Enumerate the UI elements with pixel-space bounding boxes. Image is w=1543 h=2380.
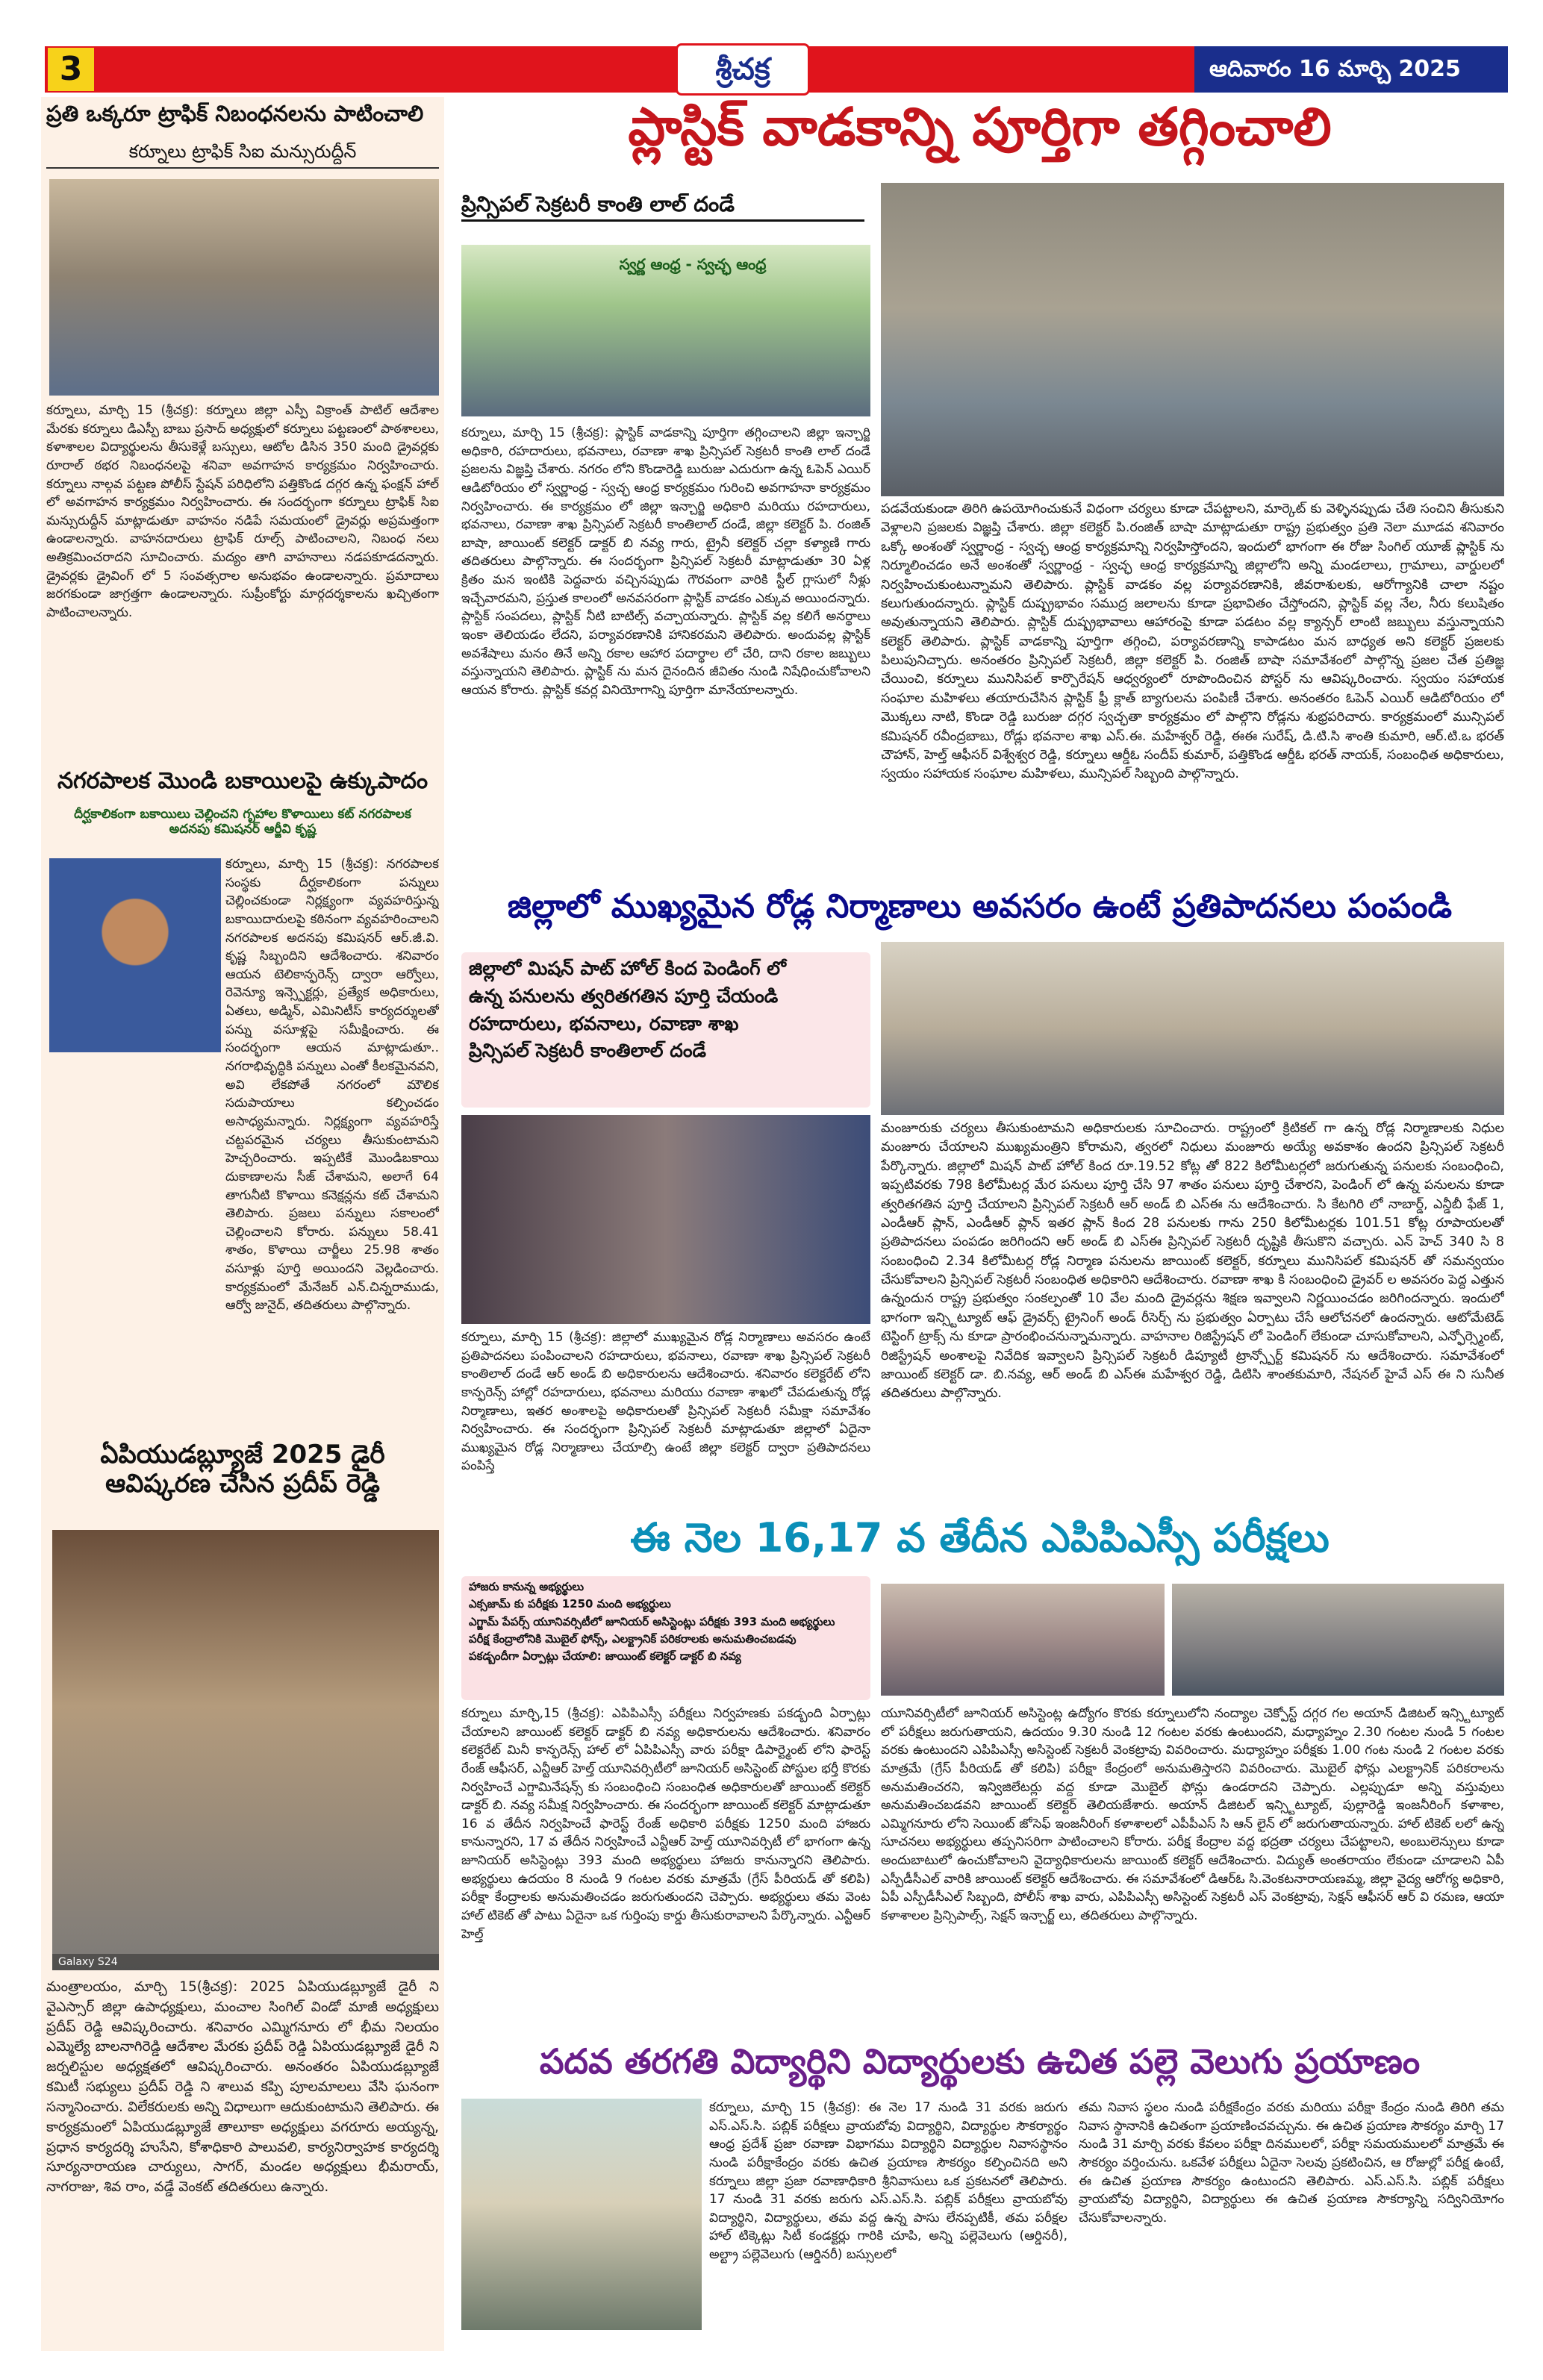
lead-subhead: ప్రిన్సిపల్ సెక్రటరీ కాంతి లాల్ దండే: [461, 193, 864, 222]
appsc-headline: ఈ నెల 16,17 వ తేదీన ఎపిపిఎస్సీ పరీక్షలు: [630, 1514, 1330, 1561]
appsc-body-right: యూనివర్సిటీలో జూనియర్ అసిస్టెంట్ల ఉద్యోగం కొరకు కర్నూలులోని నంద్యాల చెక్పోస్ట్ దగ్గర గల అయాన్ డిజిటల్ ఇన్స్టిట్యూట్ లో పరీక్షలు జరుగుతాయని, ఉదయం 9.30 నుండి 12 గంటల వరకు ఉంటుందని, మధ్యాహ్నం 2.30 గంటల నుండి 5 గంటల వరకు ఉంటుందని ఎపిపిఎస్సీ అసిస్టెంట్ సెక్రటరీ వెంకట్రావు వివరించారు. మధ్యాహ్నం పరీక్షకు 1.00 గంట నుండి 2 గంటల వరకు మాత్రమే (గ్రేస్ పీరియడ్ తో కలిపి) పరీక్షా కేంద్రంలో అనుమతిస్తారని వివరించారు. మొబైల్ ఫోన్లు ఎలక్ట్రానిక్ పరికరాలను అనుమతించరని, ఇన్విజిలేటర్లు వద్ద కూడా మొబైల్ ఫోన్లు ఉండరాదని చెప్పారు. ఎల్లప్పుడూ అన్ని వస్తువులు అనుమతించబడవని జాయింట్ కలెక్టర్ తెలియజేశారు. అయాన్ డిజిటల్ ఇన్స్టిట్యూట్, పుల్లారెడ్డి ఇంజనీరింగ్ కళాశాల, ఎమ్మిగనూరు లోని సెయింట్ జోసెఫ్ ఇంజనీరింగ్ కళాశాలలో ఎపీపీఎస్ సి ఆన్ లైన్ లో జరుగుతాయన్నారు. హాల్ టికెట్ లలో ఉన్న సూచనలు అభ్యర్థులు తప్పనిసరిగా పాటించాలని కోరారు. పరీక్ష కేంద్రాల వద్ద భద్రతా చర్యలు చేపట్టాలని, అంబులెన్సులు కూడా అందుబాటులో ఉంచుకోవాలని వైద్యాధికారులను జాయింట్ కలెక్టర్ ఆదేశించారు. విద్యుత్ అంతరాయం లేకుండా చూడాలని ఏపీ ఎస్పీడీసీఎల్ వారికి జాయింట్ కలెక్టర్ ఆదేశించారు. ఈ సమావేశంలో డిఆర్ఓ సి.వెంకటనారాయణమ్మ, జిల్లా వైద్య ఆరోగ్య అధికారి, ఏపీ ఎస్పీడీసీఎల్ సిబ్బంది, పోలీస్ శాఖ వారు, ఎపిపిఎస్సీ అసిస్టెంట్ సెక్రటరీ ఎస్ వెంకట్రావు, సెక్షన్ ఆఫీసర్ ఆర్ వి రమణ, ఆయా కళాశాలల ప్రిన్సిపాల్స్, సెక్షన్ ఇన్చార్జ్ లు, తదితరులు పాల్గొన్నారు.: [881, 1706, 1504, 1924]
appsc-highlights-box: [461, 1576, 870, 1700]
roads-highlight-4: ప్రిన్సిపల్ సెక్రటరీ కాంతిలాల్ దండే: [469, 1040, 707, 1062]
story-traffic-subhead: కర్నూలు ట్రాఫిక్ సిఐ మన్సురుద్దీన్: [46, 142, 439, 169]
lead-stage-photo: [461, 245, 870, 416]
roads-highlight-2: ఉన్న పనులను త్వరితగతిన పూర్తి చేయండి: [469, 984, 779, 1007]
roads-meeting-photo: [881, 942, 1504, 1115]
photo-watermark: Galaxy S24: [52, 1954, 439, 1970]
appsc-meeting-photo-2: [1172, 1584, 1504, 1696]
appsc-body-left: కర్నూలు మార్చి,15 (శ్రీచక్ర): ఎపిపిఎస్సీ పరీక్షలు నిర్వహణకు పకడ్బంది ఏర్పాట్లు చేయాలని జాయింట్ కలెక్టర్ డాక్టర్ బి నవ్య అధికారులను ఆదేశించారు. శనివారం కలెక్టరేట్ మినీ కాన్ఫరెన్స్ హాల్ లో ఏపిపిఎస్సీ వారు పరీక్షా డిపార్ట్మెంట్ లోని ఫారెస్ట్ రేంజ్ ఆఫీసర్, ఎన్టీఆర్ హెల్త్ యూనివర్సిటీలో జూనియర్ అసిస్టెంట్ పోస్టుల భర్తీ కొరకు నిర్వహించే ఎగ్జామినేషన్స్ కు సంబంధించి సంబంధిత అధికారులతో జాయింట్ కలెక్టర్ డాక్టర్ బి. నవ్య సమీక్ష నిర్వహించారు. ఈ సందర్భంగా జాయింట్ కలెక్టర్ మాట్లాడుతూ 16 వ తేదీన నిర్వహించే ఫారెస్ట్ రేంజ్ అధికారి పరీక్షకు 1250 మంది హాజరు కానున్నారని, 17 వ తేదీన నిర్వహించే ఎన్టీఆర్ హెల్త్ యూనివర్సిటీ లో భాగంగా ఉన్న జూనియర్ అసిస్టెంట్లు 393 మంది అభ్యర్థులు హాజరు కానున్నారని తెలిపారు. అభ్యర్థులు ఉదయం 8 నుండి 9 గంటల వరకు మాత్రమే (గ్రేస్ పీరియడ్ తో కలిపి) పరీక్షా కేంద్రాలకు అనుమతించడం జరుగుతుందని చెప్పారు. అభ్యర్థులు తమ వెంట హాల్ టికెట్ తో పాటు ఏదైనా ఒక గుర్తింపు కార్డు తీసుకురావాలని పేర్కొన్నారు. ఎన్టీఆర్ హెల్త్: [461, 1706, 870, 1942]
story-tax-subhead: దీర్ఘకాలికంగా బకాయిలు చెల్లించని గృహాల కొళాయిలు కట్ నగరపాలక అదనపు కమిషనర్ ఆర్జీవి కృష్ణ: [74, 807, 411, 837]
lead-headline: ప్లాస్టిక్ వాడకాన్ని పూర్తిగా తగ్గించాలి: [628, 96, 1332, 157]
roads-officials-photo: [461, 1115, 870, 1324]
appsc-meeting-photo-1: [881, 1584, 1165, 1696]
lead-cleaning-photo: [881, 183, 1504, 496]
traffic-awareness-photo: [49, 179, 439, 396]
story-traffic-body: కర్నూలు, మార్చి 15 (శ్రీచక్ర): కర్నూలు జిల్లా ఎస్పీ విక్రాంత్ పాటిల్ ఆదేశాల మేరకు కర్నూలు డిఎస్పీ బాబు ప్రసాద్ అధ్యక్షులో కర్నూలు పట్టణంలో పాఠశాలలు, కళాశాలల విద్యార్థులను తీసుకెళ్లే బస్సులు, ఆటోల డిసిన 350 మంది డ్రైవర్లకు రూరాల్ ఠభర నిబంధనలపై శనివా అవగాహన కార్యక్రమం నిర్వహించారు. కర్నూలు నాల్గవ పట్టణ పోలీస్ స్టేషన్ పరిధిలోని పత్తికొండ దగ్గర ఉన్న ఫంక్షన్ హాల్ లో అవగాహన కార్యక్రమం నిర్వహించారు. ఈ సందర్భంగా కర్నూలు ట్రాఫిక్ సిఐ మన్సురుద్దీన్ మాట్లాడుతూ వాహనం నడిపే సమయంలో డ్రైవర్లు అప్రమత్తంగా ఉండాలన్నారు. వాహనదారులు ట్రాఫిక్ రూల్స్ పాటించాలని, నిబంధ నలు అతిక్రమించరాదని సూచించారు. మద్యం తాగి వాహనాలు నడపకూడదన్నారు. డ్రైవర్లకు డ్రైవింగ్ లో 5 సంవత్సరాల అనుభవం ఉండాలన్నారు. ప్రమాదాలు జరగకుండా జాగ్రత్తగా ఉండాలన్నారు. సుప్రీంకోర్టు మార్గదర్శకాలను ఖచ్చితంగా పాటించాలన్నారు.: [46, 403, 439, 621]
roads-body-right: మంజూరుకు చర్యలు తీసుకుంటామని అధికారులకు సూచించారు. రాష్ట్రంలో క్రిటికల్ గా ఉన్న రోడ్ల నిర్మాణాలకు నిధుల మంజూరు చేయాలని ముఖ్యమంత్రిని కోరామని, త్వరలో నిధులు మంజూరు అయ్యే అవకాశం ఉందని ప్రిన్సిపల్ సెక్రటరీ పేర్కొన్నారు. జిల్లాలో మిషన్ పాట్ హోల్ కింద రూ.19.52 కోట్ల తో 822 కిలోమీటర్లలో జరుగుతున్న పనులకు సంబంధించి, ఇప్పటివరకు 798 కిలోమీటర్ల మేర పనులు పూర్తి చేసి 97 శాతం పనులు పూర్తి చేశారని, పెండింగ్ లో ఉన్న పనులను కూడా త్వరితగతిన పూర్తి చేయాలని ప్రిన్సిపల్ సెక్రటరీ ఆర్ అండ్ బి ఎస్ఈ ను ఆదేశించారు. సి కేటగిరి లో నాబార్డ్, ఎన్డీబీ ఫేజ్ 1, ఎండీఆర్ ప్లాన్, ఎండీఆర్ ప్లాన్ ఇతర ప్లాన్ కింద 28 పనులకు గాను 250 కిలోమీటర్లకు 101.51 కోట్ల రూపాయలతో ప్రతిపాదనలు పంపడం జరిగిందని ఆర్ అండ్ బి ఎస్ఈ ప్రిన్సిపల్ సెక్రటరీ దృష్టికి తీసుకొని వచ్చారు. ఎన్ హెచ్ 340 సి 8 సంబంధించి 2.34 కిలోమీటర్ల రోడ్ల నిర్మాణ పనులను జాయింట్ కలెక్టర్, కర్నూలు మునిసిపల్ కమిషనర్ తో సమన్వయం చేసుకోవాలని ప్రిన్సిపల్ సెక్రటరీ సంబంధిత అధికారిని ఆదేశించారు. రవాణా శాఖ కి సంబంధించి డ్రైవర్ ల అవసరం పెద్ద ఎత్తున ఉన్నందున రాష్ట్ర ప్రభుత్వం సంకల్పంతో 10 వేల మంది డ్రైవర్లను శిక్షణ ఇవ్వాలని నిర్ణయించడం జరిగిందన్నారు. ఇందులో భాగంగా ఇన్స్టిట్యూట్ ఆఫ్ డ్రైవర్స్ ట్రైనింగ్ అండ్ రీసెర్చ్ ను ప్రభుత్వం ఏర్పాటు చేసే ఆలోచనలో ఉందన్నారు. ఆటోమేటెడ్ టెస్టింగ్ ట్రాక్స్ ను కూడా ప్రారంభించనున్నామన్నారు. వాహనాల రిజిస్ట్రేషన్ లో పెండింగ్ లేకుండా చూసుకోవాలని, ఎన్ఫోర్స్మెంట్, రిజిస్ట్రేషన్ అంశాలపై నివేదిక ఇవ్వాలని ప్రిన్సిపల్ సెక్రటరీ డిప్యూటీ ట్రాన్స్పోర్ట్ కమిషనర్ ను ఆదేశించారు. సమావేశంలో జాయింట్ కలెక్టర్ డా. బి.నవ్య, ఆర్ అండ్ బి ఎస్ఈ మహేశ్వర రెడ్డి, డిటిసి శాంతకుమారి, నేషనల్ హైవే ఎస్ ఈ ని సునీత తదితరులు పాల్గొన్నారు.: [881, 1121, 1504, 1402]
diary-release-photo: [52, 1530, 439, 1970]
appsc-highlight-3: ఎగ్జామ్ పేపర్స్ యూనివర్సిటీలో జూనియర్ అసిస్టెంట్లు పరీక్షకు 393 మంది అభ్యర్థులు: [469, 1614, 835, 1628]
appsc-highlight-5: పకడ్బందీగా ఏర్పాట్లు చేయాలి: జాయింట్ కలెక్టర్ డాక్టర్ బి నవ్య: [469, 1649, 741, 1663]
roads-highlight-1: జిల్లాలో మిషన్ పాట్ హోల్ కింద పెండింగ్ లో: [469, 958, 786, 979]
story-tax-body: కర్నూలు, మార్చి 15 (శ్రీచక్ర): నగరపాలక సంస్థకు దీర్ఘకాలికంగా పన్నులు చెల్లించకుండా నిర్లక్ష్యంగా వ్యవహరిస్తున్న బకాయిదారులపై కఠినంగా వ్యవహరించాలని నగరపాలక అదనపు కమిషనర్ ఆర్.జీ.వి. కృష్ణ సిబ్బందిని ఆదేశించారు. శనివారం ఆయన టెలికాన్ఫరెన్స్ ద్వారా ఆర్వోలు, రెవెన్యూ ఇన్స్పెక్టర్లు, ప్రత్యేక అధికారులు, ఏతలు, అడ్మిన్, ఎమినిటీస్ కార్యదర్శులతో పన్ను వసూళ్లపై సమీక్షించారు. ఈ సందర్భంగా ఆయన మాట్లాడుతూ.. నగరాభివృద్ధికి పన్నులు ఎంతో కీలకమైనవని, అవి లేకపోతే నగరంలో మౌలిక సదుపాయాలు కల్పించడం అసాధ్యమన్నారు. నిర్లక్ష్యంగా వ్యవహరిస్తే చట్టపరమైన చర్యలు తీసుకుంటామని హెచ్చరించారు. ఇప్పటికే మొండిబకాయి దుకాణాలను సీజ్ చేశామని, అలాగే 64 తాగునీటి కొళాయి కనెక్షన్లను కట్ చేశామని తెలిపారు. ప్రజలు పన్నులు సకాలంలో చెల్లించాలని కోరారు. పన్నులు 58.41 శాతం, కొళాయి చార్జీలు 25.98 శాతం వసూళ్లు పూర్తి అయిందని వెల్లడించారు. కార్యక్రమంలో మేనేజర్ ఎన్.చిన్నరాముడు, ఆర్వో జునైద్, తదితరులు పాల్గొన్నారు.: [225, 857, 439, 1314]
story-tax-headline: నగరపాలక మొండి బకాయిలపై ఉక్కుపాదం: [57, 768, 428, 794]
newspaper-logo: శ్రీచక్ర: [676, 43, 810, 96]
appsc-highlight-1: హాజరు కానున్న అభ్యర్థులు: [469, 1580, 585, 1593]
story-traffic-headline: ప్రతి ఒక్కరూ ట్రాఫిక్ నిబంధనలను పాటించాలి: [46, 101, 424, 126]
story-diary-body: మంత్రాలయం, మార్చి 15(శ్రీచక్ర): 2025 ఏపియుడబ్ల్యూజే డైరీ ని వైఎస్సార్ జిల్లా ఉపాధ్యక్షులు, మంచాల సింగిల్ విండో మాజీ అధ్యక్షులు ప్రదీప్ రెడ్డి ఆవిష్కరించారు. శనివారం ఎమ్మిగనూరు లో భీమ నిలయం ఎమ్మెల్యే బాలనాగిరెడ్డి ఆదేశాల మేరకు ప్రదీప్ రెడ్డి ఏపియుడబ్ల్యూజే డైరీ ని జర్నలిస్టుల అధ్యక్షతలో ఆవిష్కరించారు. అనంతరం ఏపియుడబ్ల్యూజే కమిటీ సభ్యులు ప్రదీప్ రెడ్డి ని శాలువ కప్పి పూలమాలలు వేసి ఘనంగా సన్మానించారు. విలేకరులకు అన్ని విధాలుగా ఆదుకుంటామని తెలిపారు. ఈ కార్యక్రమంలో ఏపియుడబ్ల్యూజే తాలూకా అధ్యక్షులు వగరూరు అయ్యన్న, ప్రధాన కార్యదర్శి హుసేని, కోశాధికారి పాలువలి, కార్యనిర్వాహక కార్యదర్శి సూర్యనారాయణ చార్యులు, సాగర్, మండల అధ్యక్షులు భీమరాయ్, నాగరాజు, శివ రాం, వడ్డే వెంకట్ తదితరులు ఉన్నారు.: [46, 1979, 439, 2196]
bus-body-right: తమ నివాస స్థలం నుండి పరీక్షకేంద్రం వరకు మరియు పరీక్షా కేంద్రం నుండి తిరిగి తమ నివాస స్థానానికి ఉచితంగా ప్రయాణించవచ్చును. ఈ ఉచిత ప్రయాణ సౌకర్యం మార్చి 17 నుండి 31 మార్చి వరకు కేవలం పరీక్షా దినములలో, పరీక్షా సమయములలో మాత్రమే ఈ సౌకర్యం వర్తించును. ఒకవేళ పరీక్షలు ఏదైనా సెలవు ప్రకటించిన, ఆ రోజుల్లో పరీక్ష ఉంటే, ఈ ఉచిత ప్రయాణ సౌకర్యం ఉంటుందని తెలిపారు. ఎస్.ఎస్.సి. పబ్లిక్ పరీక్షలు వ్రాయబోవు విద్యార్థిని, విద్యార్థులు ఈ ఉచిత ప్రయాణ సౌకర్యాన్ని సద్వినియోగం చేసుకోవాలన్నారు.: [1079, 2100, 1504, 2226]
story-diary-headline: ఏపియుడబ్ల్యూజే 2025 డైరీ ఆవిష్కరణ చేసిన ప్రదీప్ రెడ్డి: [100, 1440, 385, 1499]
bus-photo: [461, 2099, 702, 2330]
roads-highlight-3: రహదారులు, భవనాలు, రవాణా శాఖ: [469, 1012, 739, 1034]
lead-body-left: కర్నూలు, మార్చి 15 (శ్రీచక్ర): ప్లాస్టిక్ వాడకాన్ని పూర్తిగా తగ్గించాలని జిల్లా ఇన్చార్జి అధికారి, రహదారులు, భవనాలు, రవాణా శాఖ ప్రిన్సిపల్ సెక్రటరీ కాంతి లాల్ దండే ప్రజలను విజ్ఞప్తి చేశారు. నగరం లోని కొండారెడ్డి బురుజు ఎదురుగా ఉన్న ఓపెన్ ఎయిర్ ఆడిటోరియం లో స్వర్ణాంధ్ర - స్వచ్ఛ ఆంధ్ర కార్యక్రమం గురించి అవగాహనా కార్యక్రమం నిర్వహించారు. ఈ కార్యక్రమం లో జిల్లా ఇన్చార్జి అధికారి మరియు రహదారులు, భవనాలు, రవాణా శాఖ ప్రిన్సిపల్ సెక్రటరీ కాంతిలాల్ దండే, జిల్లా కలెక్టర్ పి. రంజిత్ బాషా, జాయింట్ కలెక్టర్ డాక్టర్ బి నవ్య గారు, ట్రైనీ కలెక్టర్ చల్లా కళ్యాణి గారు తదితరులు పాల్గొన్నారు. ఈ సందర్భంగా ప్రిన్సిపల్ సెక్రటరీ మాట్లాడుతూ 30 ఏళ్ల క్రితం మన ఇంటికి పెద్దవారు వచ్చినప్పుడు గౌరవంగా వారికి స్టీల్ గ్లాసులో నీళ్లు ఇచ్చేవారమని, ప్రస్తుత కాలంలో అనవసరంగా ప్లాస్టిక్ వాడకం ఎక్కువ అయిందన్నారు. ప్లాస్టిక్ సంపదలు, ప్లాస్టిక్ నీటి బాటిల్స్ వచ్చాయన్నారు. ప్లాస్టిక్ వల్ల కలిగే అనర్థాలు ఇంకా తెలియడం లేదని, పర్యావరణానికి హానికరమని తెలిపారు. అందువల్ల ప్లాస్టిక్ అవశేషాలు మనం తినే అన్ని రకాల ఆహార పదార్థాల లో చేరి, దాని రకాల జబ్బులు వస్తున్నాయని తెలిపారు. ప్లాస్టిక్ ను మన దైనందిన జీవితం నుండి నిషేధించుకోవాలని ఆయన కోరారు. ప్లాస్టిక్ కవర్ల వినియోగాన్ని పూర్తిగా మానేయాలన్నారు.: [461, 425, 870, 698]
bus-body-left: కర్నూలు, మార్చి 15 (శ్రీచక్ర): ఈ నెల 17 నుండి 31 వరకు జరుగు ఎస్.ఎస్.సి. పబ్లిక్ పరీక్షలు వ్రాయబోవు విద్యార్థిని, విద్యార్థుల సౌకర్యార్థం ఆంధ్ర ప్రదేశ్ ప్రజా రవాణా విభాగము విద్యార్థిని విద్యార్థుల నివాసస్థానం నుండి పరీక్షాకేంద్రం వరకు ఉచిత ప్రయాణ సౌకర్యం కల్పించినది అని కర్నూలు జిల్లా ప్రజా రవాణాధికారి శ్రీనివాసులు ఒక ప్రకటనలో తెలిపారు. 17 నుండి 31 వరకు జరుగు ఎస్.ఎస్.సి. పబ్లిక్ పరీక్షలు వ్రాయబోవు విద్యార్థిని, విద్యార్థులు, తమ వద్ద ఉన్న పాసు లేనప్పటికీ, తమ పరీక్షల హాల్ టిక్కెట్లు సిటీ కండక్టర్లు గారికి చూపి, అన్ని పల్లెవెలుగు (ఆర్డినరీ), అల్ట్రా పల్లెవెలుగు (ఆర్డినరీ) బస్సులలో: [709, 2100, 1067, 2263]
lead-body-right: పడవేయకుండా తిరిగి ఉపయోగించుకునే విధంగా చర్యలు కూడా చేపట్టాలని, మార్కెట్ కు వెళ్ళినప్పుడు చేతి సంచిని తీసుకుని వెళ్లాలని ప్రజలకు విజ్ఞప్తి చేశారు. జిల్లా కలెక్టర్ పి.రంజిత్ బాషా మాట్లాడుతూ రాష్ట్ర ప్రభుత్వం ప్రతి నెలా మూడవ శనివారం ఒక్కో అంశంతో స్వర్ణాంధ్ర - స్వచ్ఛ ఆంధ్ర కార్యక్రమాన్ని నిర్వహిస్తోందని, ఇందులో భాగంగా ఈ రోజు సింగిల్ యూజ్ ప్లాస్టిక్ ను నిర్మూలించడం అనే అంశంతో స్వర్ణాంధ్ర - స్వచ్ఛ ఆంధ్ర కార్యక్రమాన్ని జిల్లాలోని అన్ని మండలాలు, గ్రామాలు, వార్డులలో నిర్వహించుకుంటున్నామని తెలిపారు. ప్లాస్టిక్ వాడకం వల్ల పర్యావరణానికి, జీవరాశులకు, ఆరోగ్యానికి చాలా నష్టం కలుగుతుందన్నారు. ప్లాస్టిక్ దుష్ప్రభావం సముద్ర జలాలను కూడా ప్రభావితం చేస్తోందని, ప్లాస్టిక్ వల్ల నేల, నీరు కలుషితం అవుతున్నాయని తెలిపారు. ప్లాస్టిక్ దుష్ప్రభావాలు ఆహారంపై కూడా పడటం వల్ల క్యాన్సర్ లాంటి జబ్బులు వస్తున్నాయని కలెక్టర్ తెలిపారు. ప్లాస్టిక్ వాడకాన్ని పూర్తిగా తగ్గించి, పర్యావరణాన్ని కాపాడటం మన బాధ్యత అని కలెక్టర్ ప్రజలకు పిలుపునిచ్చారు. అనంతరం ప్రిన్సిపల్ సెక్రటరీ, జిల్లా కలెక్టర్ పి. రంజిత్ బాషా సమావేశంలో పాల్గొన్న ప్రజల చేత ప్రతిజ్ఞ చేయించి, కర్నూలు మునిసిపల్ కార్పొరేషన్ ఆధ్వర్యంలో రూపొందించిన పోస్టర్ ను ఆవిష్కరించారు. స్వయం సహాయక సంఘాల మహిళలు తయారుచేసిన ప్లాస్టిక్ ఫ్రీ క్లాత్ బ్యాగులను పంపిణీ చేశారు. అనంతరం ఓపెన్ ఎయిర్ ఆడిటోరియం లో మొక్కలు నాటి, కొండా రెడ్డి బురుజు దగ్గర స్వచ్ఛతా కార్యక్రమం లో పాల్గొని రోడ్లను శుభ్రపరిచారు. కార్యక్రమంలో మున్సిపల్ కమిషనర్ రవీంద్రబాబు, రోడ్లు భవనాల శాఖ ఎస్.ఈ. మహేశ్వర్ రెడ్డి, ఈఈ సురేష్, డి.టి.సి శాంతి కుమారి, ఆర్.టి.ఒ భరత్ చౌహాన్, హెల్త్ ఆఫీసర్ విశ్వేశ్వర రెడ్డి, కర్నూలు ఆర్డీఓ సందీప్ కుమార్, పత్తికొండ ఆర్డీఓ భరత్ నాయక్, సంబంధిత అధికారులు, స్వయం సహాయక సంఘాల మహిళలు, మున్సిపల్ సిబ్బంది పాల్గొన్నారు.: [881, 502, 1504, 782]
bus-headline: పదవ తరగతి విద్యార్థిని విద్యార్థులకు ఉచిత పల్లె వెలుగు ప్రయాణం: [539, 2041, 1421, 2081]
roads-body-left: కర్నూలు, మార్చి 15 (శ్రీచక్ర): జిల్లాలో ముఖ్యమైన రోడ్ల నిర్మాణాలు అవసరం ఉంటే ప్రతిపాదనలు పంపించాలని రహదారులు, భవనాలు, రవాణా శాఖ ప్రిన్సిపల్ సెక్రటరీ కాంతిలాల్ దండే ఆర్ అండ్ బి అధికారులను ఆదేశించారు. శనివారం కలెక్టరేట్ లోని కాన్ఫరెన్స్ హాల్లో రహదారులు, భవనాలు మరియు రవాణా శాఖలో చేపడుతున్న రోడ్ల నిర్మాణాలు, ఇతర అంశాలపై అధికారులతో ప్రిన్సిపల్ సెక్రటరీ సమీక్షా సమావేశం నిర్వహించారు. ఈ సందర్భంగా ప్రిన్సిపల్ సెక్రటరీ మాట్లాడుతూ జిల్లాలో ఏదైనా ముఖ్యమైన రోడ్ల నిర్మాణాలు చేయాల్సి ఉంటే జిల్లా కలెక్టర్ ద్వారా ప్రతిపాదనలు పంపిస్తే: [461, 1330, 870, 1474]
appsc-highlight-2: ఎక్సజామ్ కు పరీక్షకు 1250 మంది అభ్యర్థులు: [469, 1597, 671, 1611]
roads-highlights-box: [461, 952, 870, 1108]
appsc-highlight-4: పరీక్ష కేంద్రాలోనికి మొబైల్ ఫోన్స్, ఎలక్ట్రానిక్ పరికరాలకు అనుమతించబడవు: [469, 1631, 797, 1646]
issue-date: ఆదివారం 16 మార్చి 2025: [1194, 46, 1508, 93]
roads-headline: జిల్లాలో ముఖ్యమైన రోడ్ల నిర్మాణాలు అవసరం ఉంటే ప్రతిపాదనలు పంపండి: [507, 887, 1453, 925]
stage-banner-text: స్వర్ణ ఆంధ్ర - స్వచ్ఛ ఆంధ్ర: [619, 255, 767, 273]
page-number: 3: [48, 48, 94, 91]
